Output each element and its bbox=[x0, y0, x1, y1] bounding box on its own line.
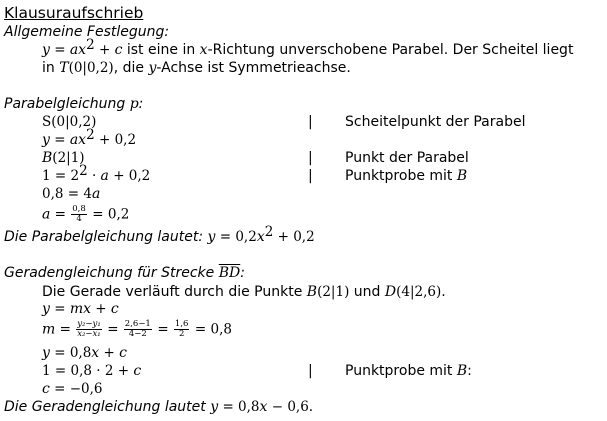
parabola-step-3: B(2|1) bbox=[42, 150, 85, 166]
line-step-3: y = 0,8x + c bbox=[42, 345, 127, 361]
general-line-1: $y = ax^2 + c$ ist eine in x-Richtung unverschobene Parabel. Der Scheitel liegt bbox=[42, 37, 574, 58]
slope-fraction-1: $\frac{\text{y₂−y₁}}{\text{x₂−x₁}}$ bbox=[77, 319, 101, 339]
line-step-4: 1 = 0,8 · 2 + c bbox=[42, 363, 142, 379]
general-line-2: in T(0|0,2), die y-Achse ist Symmetrieachse. bbox=[42, 60, 351, 76]
line-intro: Die Gerade verläuft durch die Punkte B(2|1) und D(4|2,6). bbox=[42, 284, 446, 300]
fraction-a: $\frac{0,8}{4}$ bbox=[72, 204, 86, 224]
separator-bar: | bbox=[308, 168, 313, 184]
parabola-step-2: $y = ax^2 + 0,2$ bbox=[42, 127, 137, 148]
line-note-4: Punktprobe mit B: bbox=[345, 363, 472, 379]
parabola-note-3: Punkt der Parabel bbox=[345, 150, 469, 166]
parabola-heading: Parabelgleichung p: bbox=[4, 96, 144, 112]
parabola-step-1: S(0|0,2) bbox=[42, 114, 97, 130]
separator-bar: | bbox=[308, 363, 313, 379]
slope-fraction-3: $\frac{1,6}{2}$ bbox=[174, 319, 189, 339]
line-result: Die Geradengleichung lautet y = 0,8x − 0,6. bbox=[4, 399, 314, 415]
separator-bar: | bbox=[308, 114, 313, 130]
parabola-step-4: $1 = 2^2 \cdot a + 0,2$ bbox=[42, 163, 151, 184]
parabola-result: Die Parabelgleichung lautet: $y = 0,2x^2 + 0,2$ bbox=[4, 224, 315, 245]
parabola-note-4: Punktprobe mit B bbox=[345, 168, 468, 184]
line-step-5: c = −0,6 bbox=[42, 381, 103, 397]
general-formula: y bbox=[42, 42, 50, 58]
general-text-1: ist eine in bbox=[126, 42, 200, 58]
slope-fraction-2: $\frac{2,6-1}{4-2}$ bbox=[124, 319, 151, 339]
parabola-step-6: a = $\frac{0,8}{4}$ = 0,2 bbox=[42, 204, 130, 224]
line-heading: Geradengleichung für Strecke $\overline{BD}$: bbox=[4, 265, 245, 281]
line-step-2: m = $\frac{\text{y₂−y₁}}{\text{x₂−x₁}}$ = $\frac{2,6-1}{4-2}$ = $\frac{1,6}{2}$ = 0,8 bbox=[42, 319, 232, 339]
document-title: Klausuraufschrieb bbox=[4, 4, 144, 22]
line-step-1: y = mx + c bbox=[42, 301, 119, 317]
parabola-step-5: 0,8 = 4a bbox=[42, 186, 101, 202]
separator-bar: | bbox=[308, 150, 313, 166]
general-heading: Allgemeine Festlegung: bbox=[4, 24, 170, 40]
parabola-note-1: Scheitelpunkt der Parabel bbox=[345, 114, 526, 130]
